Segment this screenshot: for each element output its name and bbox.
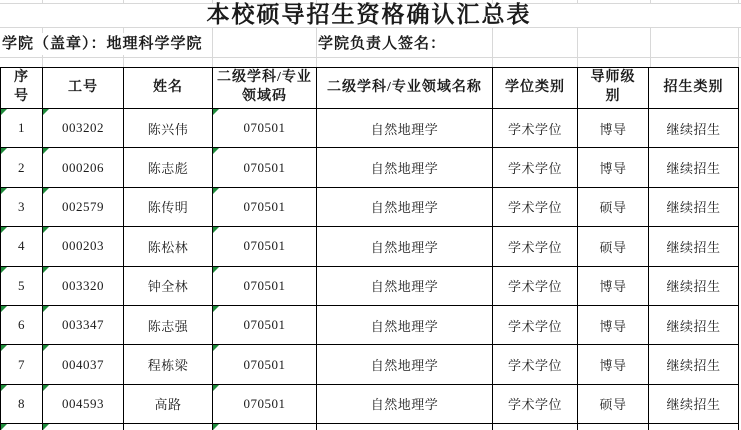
table-row	[1, 345, 739, 384]
error-indicator-icon	[43, 385, 49, 391]
cell-value: 学术学位	[507, 358, 562, 374]
cell-value: 000206	[62, 159, 104, 175]
table-cell[interactable]	[1, 266, 43, 305]
table-cell[interactable]	[317, 384, 493, 423]
table-cell[interactable]	[124, 345, 213, 384]
table-cell[interactable]	[1, 305, 43, 344]
table-cell[interactable]	[43, 424, 124, 430]
table-cell[interactable]	[649, 187, 739, 226]
table-row	[1, 227, 739, 266]
table-cell[interactable]	[213, 187, 317, 226]
cell-value: 7	[18, 356, 25, 372]
cell-value: 4	[18, 238, 25, 254]
table-cell[interactable]	[649, 305, 739, 344]
cell-value: 高路	[154, 397, 182, 413]
gridline	[212, 27, 213, 67]
table-cell[interactable]	[1, 227, 43, 266]
signer-label[interactable]: 学院负责人签名：	[318, 33, 448, 55]
table-cell[interactable]	[578, 266, 649, 305]
cell-value: 6	[18, 317, 25, 333]
column-header[interactable]: 序号	[1, 68, 43, 109]
cell-value: 1	[18, 120, 25, 136]
table-cell[interactable]	[43, 305, 124, 344]
error-indicator-icon	[1, 148, 7, 154]
table-cell[interactable]	[649, 109, 739, 148]
cell-value: 2	[18, 159, 25, 175]
table-cell[interactable]	[213, 305, 317, 344]
cell-value: 博导	[599, 358, 627, 374]
cell-value: 自然地理学	[370, 200, 439, 216]
column-header[interactable]: 二级学科/专业领域名称	[317, 68, 493, 109]
gridline	[492, 27, 493, 67]
table-cell[interactable]	[124, 384, 213, 423]
cell-value: 5	[18, 277, 25, 293]
table-cell[interactable]	[213, 424, 317, 430]
cell-value: 自然地理学	[370, 239, 439, 255]
table-cell[interactable]	[317, 187, 493, 226]
cell-value: 学术学位	[507, 318, 562, 334]
cell-value: 继续招生	[666, 239, 721, 255]
cell-value: 陈松林	[147, 239, 189, 255]
table-cell[interactable]	[124, 187, 213, 226]
cell-value: 硕导	[599, 397, 627, 413]
cell-value: 博导	[599, 279, 627, 295]
cell-value: 070501	[243, 238, 286, 254]
cell-value: 博导	[599, 161, 627, 177]
column-header[interactable]: 二级学科/专业领域码	[213, 68, 317, 109]
table-cell[interactable]	[124, 266, 213, 305]
error-indicator-icon	[213, 345, 219, 351]
table-cell[interactable]	[649, 148, 739, 187]
table-cell[interactable]	[317, 227, 493, 266]
cell-value: 070501	[243, 395, 286, 411]
table-cell[interactable]	[213, 148, 317, 187]
error-indicator-icon	[213, 109, 219, 115]
gridline	[738, 0, 739, 3]
cell-value: 程栋梁	[147, 358, 189, 374]
cell-value: 070501	[243, 159, 286, 175]
error-indicator-icon	[43, 109, 49, 115]
table-cell[interactable]	[43, 187, 124, 226]
cell-value: 000203	[62, 238, 104, 254]
cell-value: 博导	[599, 121, 627, 137]
error-indicator-icon	[1, 345, 7, 351]
cell-value: 陈传明	[147, 200, 189, 216]
table-cell[interactable]	[578, 109, 649, 148]
cell-value: 钟全林	[147, 279, 189, 295]
error-indicator-icon	[213, 385, 219, 391]
title-row	[0, 2, 738, 28]
cell-value: 自然地理学	[370, 161, 439, 177]
error-indicator-icon	[43, 227, 49, 233]
error-indicator-icon	[213, 306, 219, 312]
gridline	[738, 27, 739, 67]
column-header[interactable]: 招生类别	[649, 68, 739, 109]
college-stamp-label[interactable]: 学院（盖章）：地理科学学院	[2, 33, 205, 55]
cell-value: 继续招生	[666, 279, 721, 295]
table-cell[interactable]	[213, 227, 317, 266]
table-row	[1, 266, 739, 305]
table-cell[interactable]	[578, 424, 649, 430]
table-row	[1, 187, 739, 226]
column-header[interactable]: 姓名	[124, 68, 213, 109]
error-indicator-icon	[1, 306, 7, 312]
cell-value: 硕导	[599, 239, 627, 255]
page-title[interactable]: 本校硕导招生资格确认汇总表	[206, 2, 532, 27]
error-indicator-icon	[1, 267, 7, 273]
table-cell[interactable]	[1, 148, 43, 187]
error-indicator-icon	[1, 424, 7, 430]
cell-value: 自然地理学	[370, 279, 439, 295]
cell-value: 继续招生	[666, 121, 721, 137]
error-indicator-icon	[213, 148, 219, 154]
column-header[interactable]: 工号	[43, 68, 124, 109]
table-cell[interactable]	[317, 148, 493, 187]
column-header[interactable]: 学位类别	[493, 68, 578, 109]
cell-value: 004593	[62, 395, 104, 411]
cell-value: 学术学位	[507, 397, 562, 413]
table-cell[interactable]	[124, 109, 213, 148]
table-cell[interactable]	[43, 148, 124, 187]
table-cell[interactable]	[124, 227, 213, 266]
table-cell[interactable]	[317, 109, 493, 148]
table-cell[interactable]	[317, 266, 493, 305]
table-cell[interactable]	[43, 384, 124, 423]
error-indicator-icon	[1, 109, 7, 115]
cell-value: 070501	[243, 120, 286, 136]
error-indicator-icon	[213, 424, 219, 430]
error-indicator-icon	[213, 227, 219, 233]
table-cell[interactable]	[213, 109, 317, 148]
table-cell[interactable]	[493, 227, 578, 266]
table-cell[interactable]	[578, 384, 649, 423]
summary-table	[0, 67, 739, 430]
table-cell[interactable]	[43, 227, 124, 266]
table-cell[interactable]	[124, 424, 213, 430]
cell-value: 陈志彪	[147, 161, 189, 177]
table-cell[interactable]	[213, 384, 317, 423]
table-cell[interactable]	[649, 424, 739, 430]
table-cell[interactable]	[317, 305, 493, 344]
table-cell[interactable]	[578, 227, 649, 266]
cell-value: 继续招生	[666, 200, 721, 216]
table-cell[interactable]	[43, 266, 124, 305]
table-cell[interactable]	[1, 345, 43, 384]
cell-value: 硕导	[599, 200, 627, 216]
table-cell[interactable]	[213, 266, 317, 305]
table-cell[interactable]	[493, 384, 578, 423]
cell-value: 自然地理学	[370, 121, 439, 137]
error-indicator-icon	[1, 188, 7, 194]
table-cell[interactable]	[493, 345, 578, 384]
cell-value: 自然地理学	[370, 358, 439, 374]
table-cell[interactable]	[578, 187, 649, 226]
error-indicator-icon	[1, 227, 7, 233]
error-indicator-icon	[43, 188, 49, 194]
cell-value: 继续招生	[666, 161, 721, 177]
error-indicator-icon	[43, 345, 49, 351]
error-indicator-icon	[213, 188, 219, 194]
cell-value: 陈志强	[147, 318, 189, 334]
error-indicator-icon	[1, 385, 7, 391]
table-cell[interactable]	[649, 384, 739, 423]
gridline	[0, 57, 741, 58]
table-cell[interactable]	[578, 345, 649, 384]
table-row	[1, 148, 739, 187]
cell-value: 自然地理学	[370, 397, 439, 413]
table-cell[interactable]	[493, 305, 578, 344]
error-indicator-icon	[43, 148, 49, 154]
cell-value: 学术学位	[507, 239, 562, 255]
table-cell[interactable]	[649, 266, 739, 305]
table-cell[interactable]	[493, 266, 578, 305]
table-cell[interactable]	[43, 109, 124, 148]
table-cell[interactable]	[578, 148, 649, 187]
cell-value: 自然地理学	[370, 318, 439, 334]
table-cell[interactable]	[1, 384, 43, 423]
cell-value: 博导	[599, 318, 627, 334]
gridline	[316, 27, 317, 67]
table-row	[1, 109, 739, 148]
table-cell[interactable]	[317, 345, 493, 384]
table-cell[interactable]	[649, 227, 739, 266]
cell-value: 继续招生	[666, 358, 721, 374]
error-indicator-icon	[213, 267, 219, 273]
error-indicator-icon	[43, 267, 49, 273]
table-row-partial	[1, 424, 739, 430]
column-header[interactable]: 导师级别	[578, 68, 649, 109]
cell-value: 学术学位	[507, 161, 562, 177]
table-cell[interactable]	[1, 424, 43, 430]
table-cell[interactable]	[43, 345, 124, 384]
table-row	[1, 305, 739, 344]
table-cell[interactable]	[578, 305, 649, 344]
table-cell[interactable]	[124, 305, 213, 344]
gridline	[577, 27, 578, 67]
cell-value: 070501	[243, 317, 286, 333]
table-cell[interactable]	[493, 148, 578, 187]
error-indicator-icon	[43, 306, 49, 312]
table-cell[interactable]	[1, 109, 43, 148]
gridline	[650, 27, 651, 67]
table-cell[interactable]	[493, 109, 578, 148]
table-cell[interactable]	[317, 424, 493, 430]
table-cell[interactable]	[1, 187, 43, 226]
cell-value: 003320	[62, 277, 104, 293]
table-cell[interactable]	[649, 345, 739, 384]
cell-value: 070501	[243, 356, 286, 372]
cell-value: 陈兴伟	[147, 121, 189, 137]
error-indicator-icon	[43, 424, 49, 430]
table-row	[1, 384, 739, 423]
cell-value: 学术学位	[507, 279, 562, 295]
table-cell[interactable]	[493, 187, 578, 226]
cell-value: 学术学位	[507, 200, 562, 216]
cell-value: 继续招生	[666, 318, 721, 334]
cell-value: 070501	[243, 198, 286, 214]
cell-value: 继续招生	[666, 397, 721, 413]
header-row	[1, 68, 739, 109]
cell-value: 002579	[62, 198, 104, 214]
cell-value: 070501	[243, 277, 286, 293]
cell-value: 8	[18, 395, 25, 411]
table-cell[interactable]	[213, 345, 317, 384]
cell-value: 003202	[62, 120, 104, 136]
table-cell[interactable]	[124, 148, 213, 187]
table-cell[interactable]	[493, 424, 578, 430]
cell-value: 3	[18, 198, 25, 214]
cell-value: 004037	[62, 356, 104, 372]
cell-value: 学术学位	[507, 121, 562, 137]
cell-value: 003347	[62, 317, 104, 333]
